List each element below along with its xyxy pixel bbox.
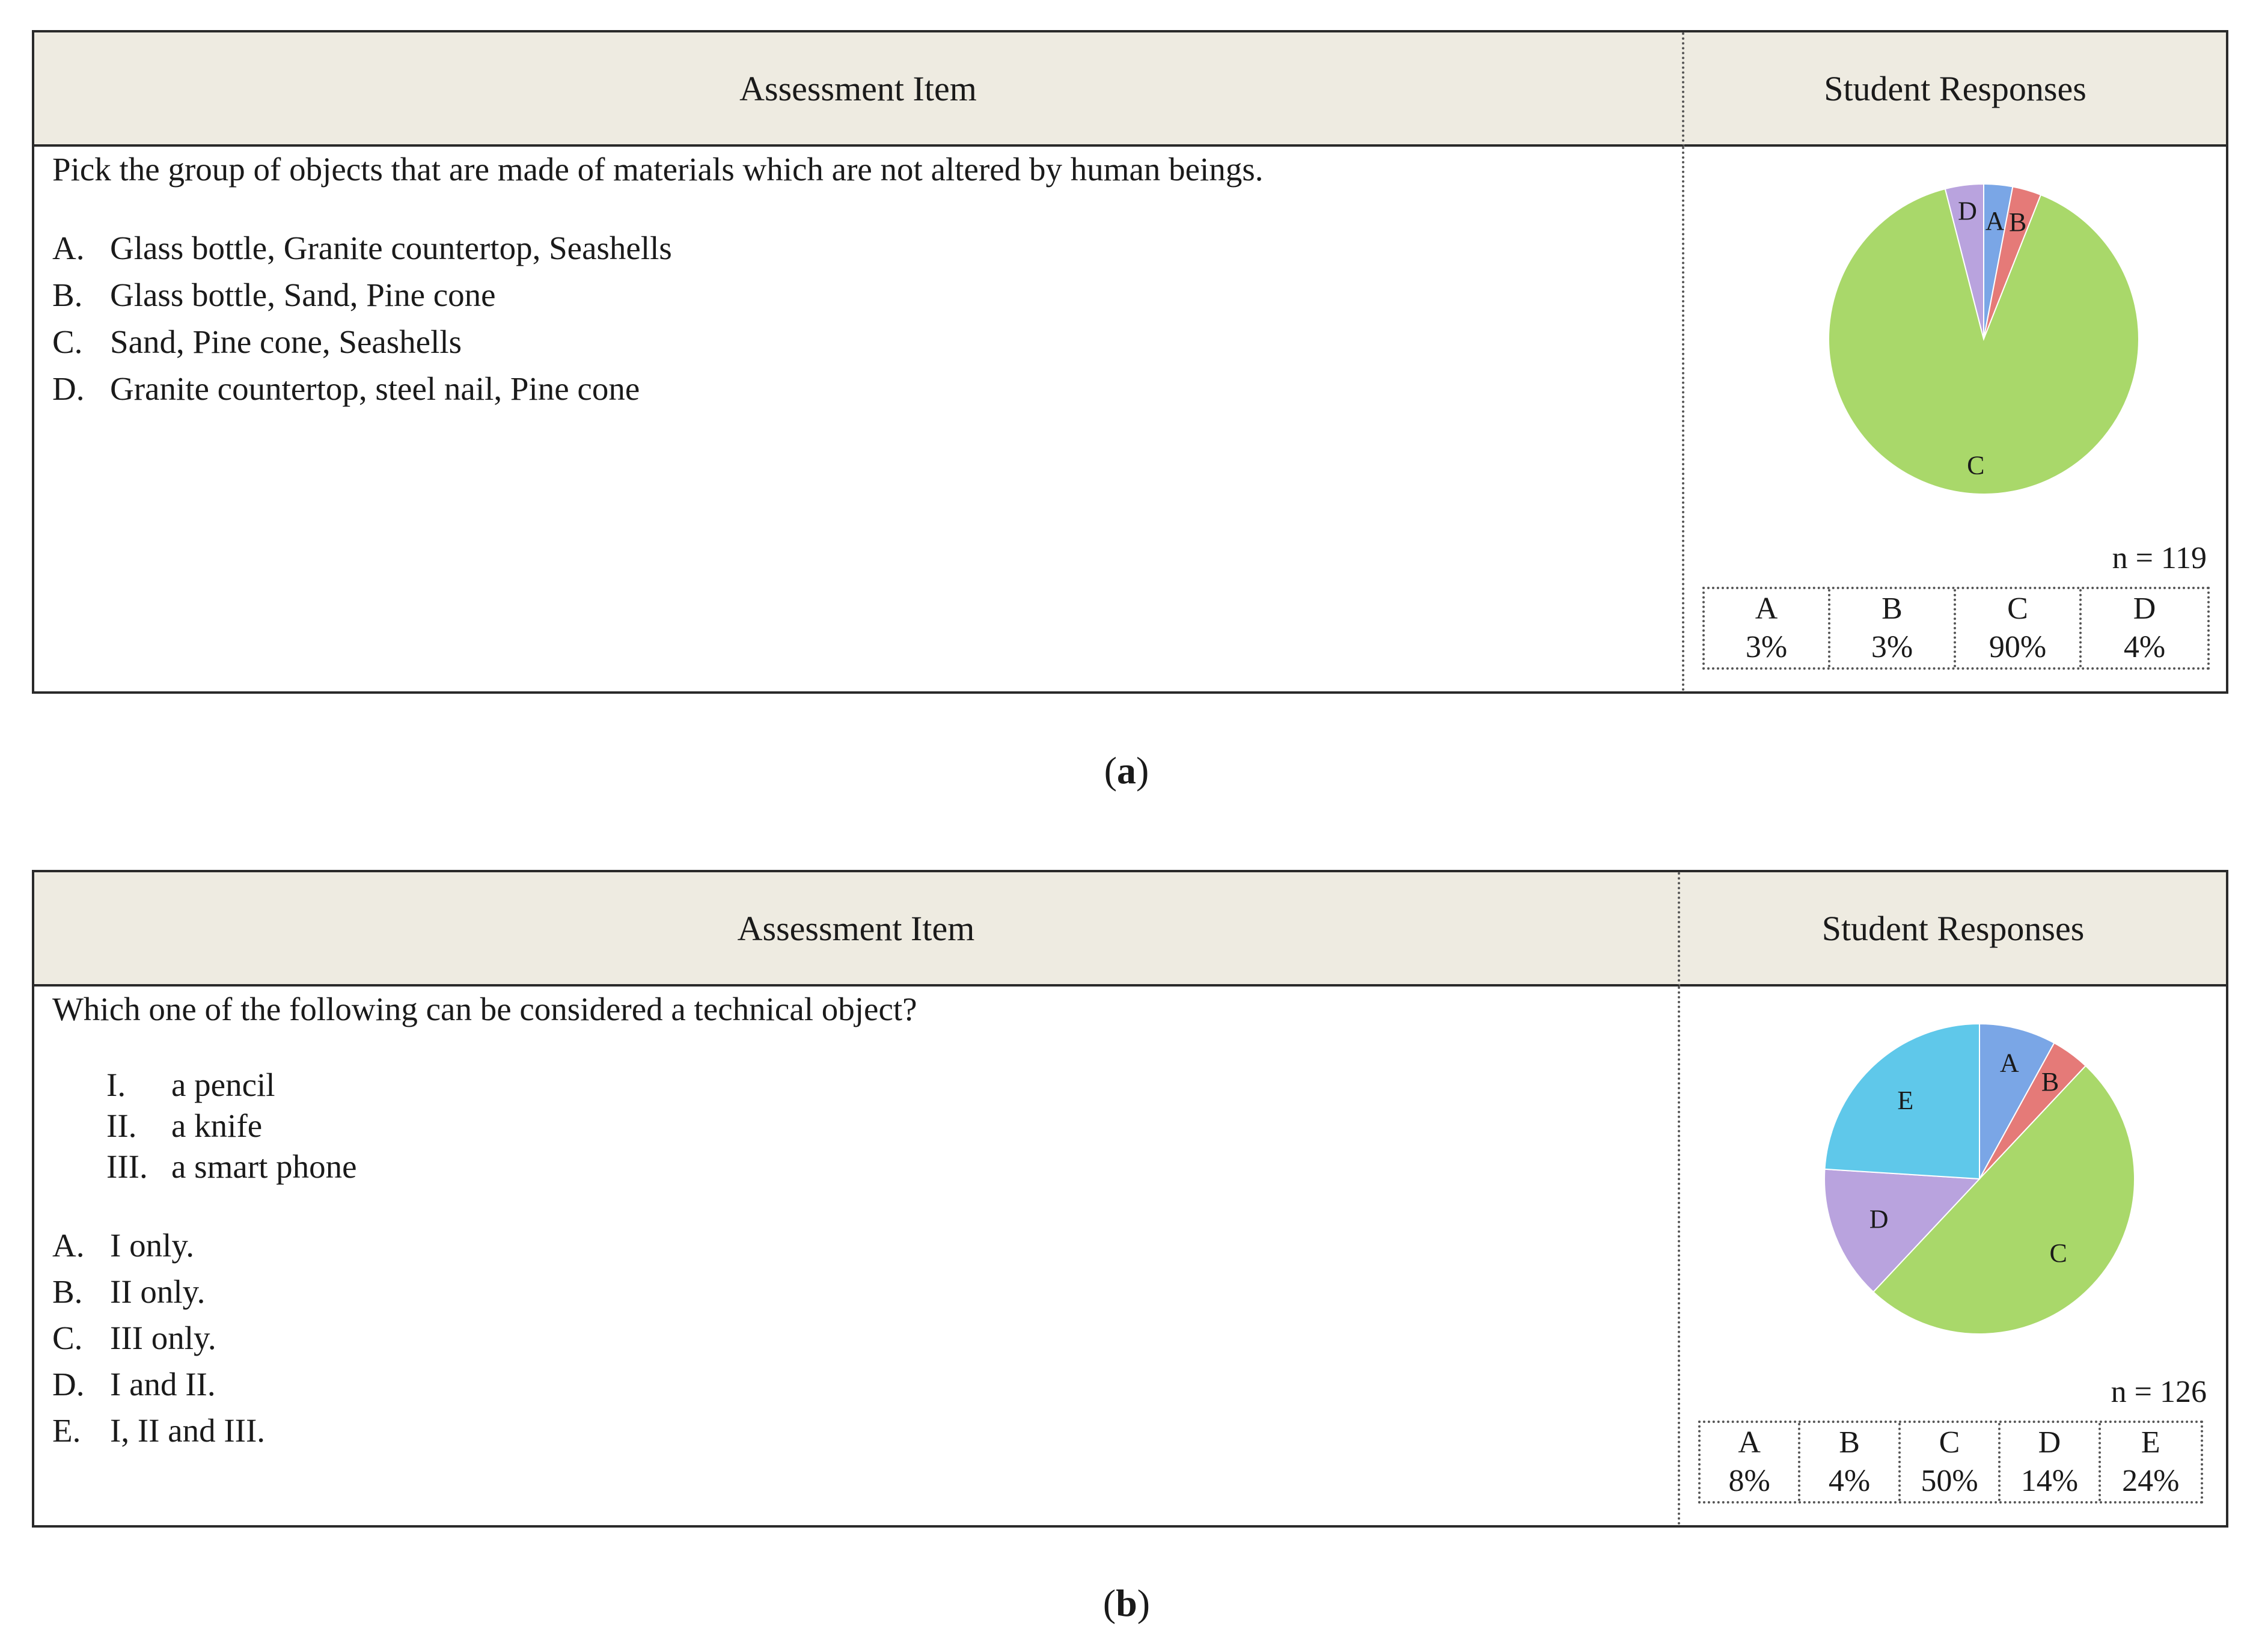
- answer-option: [52, 272, 672, 319]
- response-letter: D: [2038, 1425, 2061, 1460]
- option-letter: D.: [52, 370, 85, 407]
- response-percent: 90%: [1989, 630, 2047, 664]
- option-text: Sand, Pine cone, Seashells: [110, 323, 462, 360]
- option-text: Glass bottle, Sand, Pine cone: [110, 277, 496, 313]
- answer-option: [52, 1222, 265, 1268]
- response-letter: C: [2007, 592, 2028, 626]
- header-student-responses: [1680, 872, 2226, 987]
- response-column: [2101, 1423, 2201, 1501]
- option-text: I and II.: [110, 1366, 216, 1403]
- assessment-item-cell: [34, 987, 1680, 1525]
- header-assessment-item: [34, 872, 1680, 987]
- assessment-item-cell: [34, 147, 1684, 691]
- caption-a: (a): [1104, 749, 1149, 792]
- header-assessment-item-label: Assessment Item: [739, 69, 977, 108]
- sample-size-label: n = 126: [2111, 1375, 2207, 1409]
- response-percent: 8%: [1728, 1464, 1770, 1498]
- option-text: II only.: [110, 1273, 206, 1310]
- response-percent: 3%: [1745, 630, 1788, 664]
- response-column: [1701, 1423, 1800, 1501]
- response-letter: A: [1755, 592, 1778, 626]
- roman-item: [106, 1106, 357, 1146]
- sample-size-label: n = 119: [2112, 541, 2207, 575]
- pie-label-e: E: [1897, 1085, 1914, 1115]
- roman-item: [106, 1146, 357, 1187]
- roman-numeral: I.: [106, 1066, 126, 1103]
- response-letter: B: [1839, 1425, 1860, 1460]
- response-letter: A: [1738, 1425, 1761, 1460]
- pie-label-c: C: [2049, 1238, 2067, 1268]
- question-text: Pick the group of objects that are made of materials which are not altered by human beings.: [52, 151, 1264, 188]
- caption-letter: a: [1117, 749, 1136, 792]
- response-letter: B: [1882, 592, 1903, 626]
- roman-numeral: II.: [106, 1107, 137, 1144]
- caption-letter: b: [1116, 1582, 1137, 1624]
- pie-label-d: D: [1958, 196, 1977, 226]
- student-responses-cell: [1684, 147, 2226, 691]
- answer-options: [52, 225, 672, 412]
- option-letter: C.: [52, 1320, 83, 1356]
- roman-item-text: a pencil: [171, 1066, 275, 1103]
- roman-item: [106, 1065, 357, 1106]
- response-column: [1830, 589, 1956, 667]
- option-text: I, II and III.: [110, 1412, 266, 1449]
- roman-numeral: III.: [106, 1148, 148, 1185]
- answer-option: [52, 1407, 265, 1454]
- response-column: [2001, 1423, 2100, 1501]
- pie-label-a: A: [1999, 1048, 2019, 1078]
- response-column: [1800, 1423, 1900, 1501]
- roman-item-text: a smart phone: [171, 1148, 357, 1185]
- option-text: I only.: [110, 1227, 195, 1264]
- header-assessment-item: [34, 32, 1684, 147]
- response-percent: 14%: [2020, 1464, 2079, 1498]
- option-letter: D.: [52, 1366, 85, 1403]
- response-percent-table: [1698, 1421, 2203, 1504]
- student-responses-cell: [1680, 987, 2226, 1525]
- answer-option: [52, 366, 672, 412]
- option-letter: C.: [52, 323, 83, 360]
- option-text: III only.: [110, 1320, 216, 1356]
- option-letter: E.: [52, 1412, 81, 1449]
- answer-option: [52, 225, 672, 272]
- response-percent: 3%: [1871, 630, 1913, 664]
- pie-label-a: A: [1985, 206, 2005, 236]
- pie-label-b: B: [2041, 1067, 2059, 1097]
- response-percent: 4%: [2123, 630, 2166, 664]
- option-letter: B.: [52, 1273, 83, 1310]
- question-text: Which one of the following can be considered a technical object?: [52, 991, 917, 1027]
- header-student-responses: [1684, 32, 2226, 147]
- response-column: [2082, 589, 2207, 667]
- answer-option: [52, 319, 672, 366]
- roman-item-text: a knife: [171, 1107, 263, 1144]
- option-text: Granite countertop, steel nail, Pine cone: [110, 370, 640, 407]
- answer-options: [52, 1222, 265, 1454]
- response-letter: D: [2133, 592, 2156, 626]
- roman-item-list: [106, 1065, 357, 1187]
- answer-option: [52, 1315, 265, 1361]
- option-letter: B.: [52, 277, 83, 313]
- assessment-table-a: [32, 30, 2228, 694]
- option-letter: A.: [52, 230, 85, 266]
- response-column: [1901, 1423, 2001, 1501]
- response-letter: E: [2141, 1425, 2160, 1460]
- option-text: Glass bottle, Granite countertop, Seashells: [110, 230, 672, 266]
- response-percent-table: [1702, 587, 2210, 670]
- response-letter: C: [1939, 1425, 1960, 1460]
- pie-label-d: D: [1869, 1204, 1889, 1234]
- response-percent: 50%: [1921, 1464, 1978, 1498]
- response-percent: 4%: [1828, 1464, 1871, 1498]
- assessment-table-b: [32, 870, 2228, 1528]
- header-student-responses-label: Student Responses: [1824, 69, 2086, 108]
- pie-label-c: C: [1967, 450, 1985, 480]
- response-column: [1705, 589, 1830, 667]
- response-column: [1956, 589, 2082, 667]
- header-assessment-item-label: Assessment Item: [737, 908, 975, 948]
- response-percent: 24%: [2122, 1464, 2180, 1498]
- answer-option: [52, 1268, 265, 1315]
- header-student-responses-label: Student Responses: [1821, 908, 2085, 948]
- answer-option: [52, 1361, 265, 1407]
- option-letter: A.: [52, 1227, 85, 1264]
- caption-b: (b): [1102, 1582, 1151, 1624]
- pie-label-b: B: [2008, 207, 2027, 237]
